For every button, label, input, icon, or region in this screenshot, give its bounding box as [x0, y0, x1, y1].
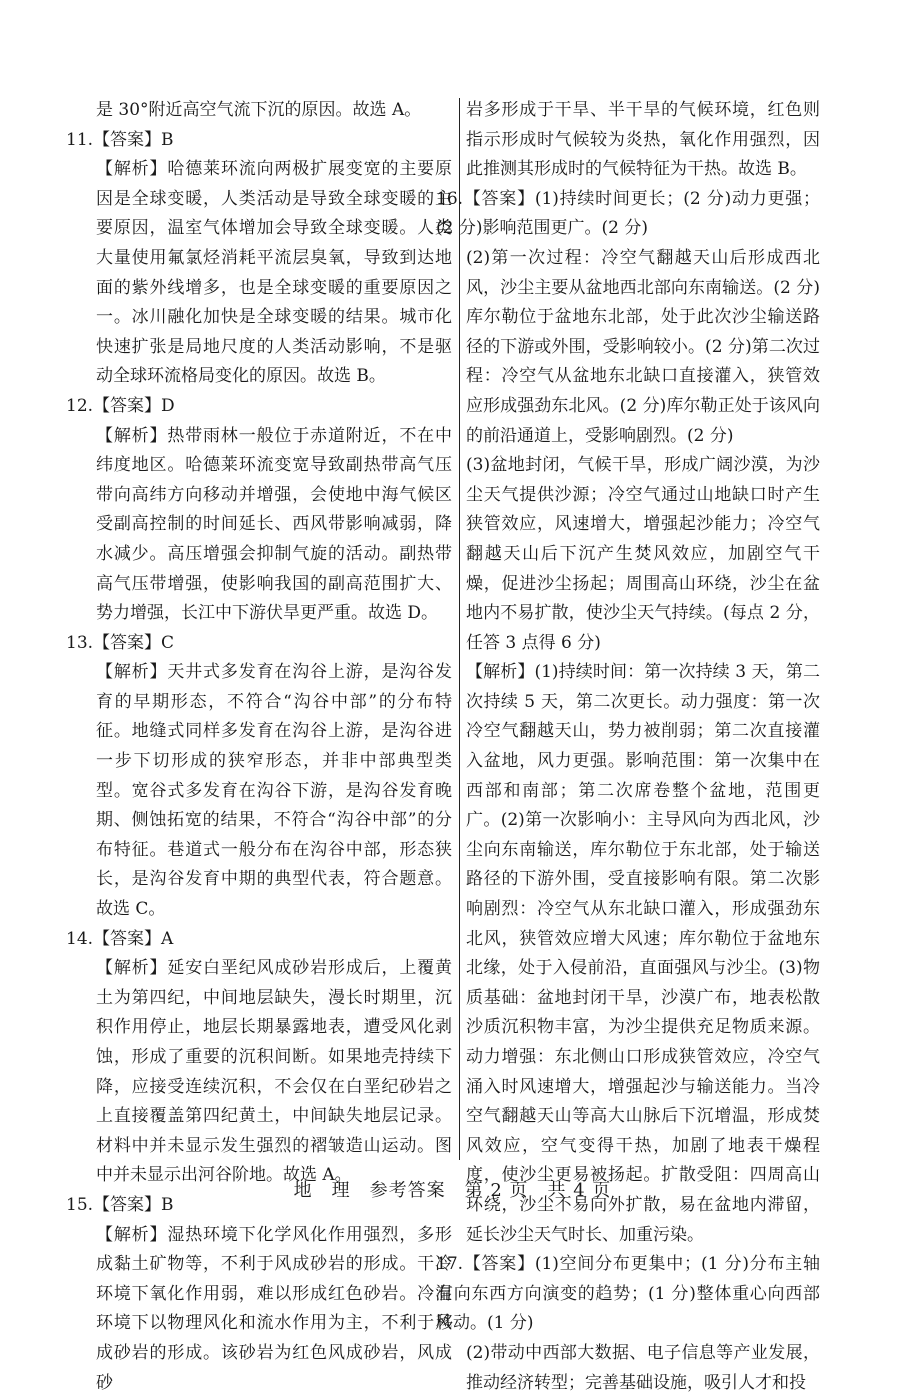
page-footer: 地 理 参考答案 第 2 页 共 4 页: [293, 1180, 612, 1201]
question-12-explanation: 【解析】热带雨林一般位于赤道附近，不在中纬度地区。哈德莱环流变宽导致副热带高气压带向高纬方向移动并增强，会使地中海气候区受副高控制的时间延长、西风带影响减弱，降水减少。高压增强会抑制气旋的活动。副热带高气压带增强，使影响我国的副高范围扩大、势力增强，长江中下游伏旱更严重。故选 D。: [96, 425, 452, 624]
question-11-answer: 11.【答案】B: [66, 129, 174, 150]
question-17-part-2: (2)带动中西部大数据、电子信息等产业发展，推动经济转型；完善基础设施，吸引人才和投: [466, 1342, 820, 1393]
question-16-answer: 16.【答案】(1)持续时间更长；(2 分)动力更强；(2 分)影响范围更广。(2 分): [436, 188, 820, 239]
question-15-answer: 15.【答案】B: [66, 1194, 174, 1215]
question-16-explanation: 【解析】(1)持续时间：第一次持续 3 天，第二次持续 5 天，第二次更长。动力强度：第一次冷空气翻越天山，势力被削弱；第二次直接灌入盆地，风力更强。影响范围：第一次集中在西部和南部；第二次席卷整个盆地，范围更广。(2)第一次影响小：主导风向为西北风，沙尘向东南输送，库尔勒位于东北部，处于输送路径的下游外围，受直接影响有限。第二次影响剧烈：冷空气从东北缺口灌入，形成强劲东北风，狭管效应增大风速；库尔勒位于盆地东北缘，处于入侵前沿，直面强风与沙尘。(3)物质基础：盆地封闭干旱，沙漠广布，地表松散沙质沉积物丰富，为沙尘提供充足物质来源。动力增强：东北侧山口形成狭管效应，冷空气涌入时风速增大，增强起沙与输送能力。当冷空气翻越天山等高大山脉后下沉增温，形成焚风效应，空气变得干热，加剧了地表干燥程度，使沙尘更易被扬起。扩散受阻：四周高山环绕，沙尘不易向外扩散，易在盆地内滞留，延长沙尘天气时长、加重污染。: [466, 662, 820, 1245]
question-13-explanation: 【解析】天井式多发育在沟谷上游，是沟谷发育的早期形态，不符合“沟谷中部”的分布特征。地缝式同样多发育在沟谷上游，是沟谷进一步下切形成的狭窄形态，并非中部典型类型。宽谷式多发育在沟谷下游，是沟谷发育晚期、侧蚀拓宽的结果，不符合“沟谷中部”的分布特征。巷道式一般分布在沟谷中部，形态狭长，是沟谷发育中期的典型代表，符合题意。故选 C。: [96, 662, 452, 920]
question-13-answer: 13.【答案】C: [66, 632, 175, 653]
continuation-text: 是 30°附近高空气流下沉的原因。故选 A。: [96, 100, 422, 120]
question-12-answer: 12.【答案】D: [66, 395, 175, 416]
question-17-answer: 17.【答案】(1)空间分布更集中；(1 分)分布主轴有向东西方向演变的趋势；(1 分)整体重心向西部移动。(1 分): [436, 1254, 820, 1334]
question-14-explanation: 【解析】延安白垩纪风成砂岩形成后，上覆黄土为第四纪，中间地层缺失，漫长时期里，沉积作用停止，地层长期暴露地表，遭受风化剥蚀，形成了重要的沉积间断。如果地壳持续下降，应接受连续沉积，不会仅在白垩纪砂岩之上直接覆盖第四纪黄土，中间缺失地层记录。材料中并未显示发生强烈的褶皱造山运动。图中并未显示出河谷阶地。故选 A。: [96, 958, 452, 1186]
left-column: [66, 96, 452, 1398]
question-11-explanation: 【解析】哈德莱环流向两极扩展变宽的主要原因是全球变暖，人类活动是导致全球变暖的主要原因，温室气体增加会导致全球变暖。人类大量使用氟氯烃消耗平流层臭氧，导致到达地面的紫外线增多，也是全球变暖的重要原因之一。冰川融化加快是全球变暖的结果。城市化快速扩张是局地尺度的人类活动影响，不是驱动全球环流格局变化的原因。故选 B。: [96, 159, 452, 387]
question-16-part-3: (3)盆地封闭，气候干旱，形成广阔沙漠，为沙尘天气提供沙源；冷空气通过山地缺口时产生狭管效应，风速增大，增强起沙能力；冷空气翻越天山后下沉产生焚风效应，加剧空气干燥，促进沙尘扬起；周围高山环绕，沙尘在盆地内不易扩散，使沙尘天气持续。(每点 2 分，任答 3 点得 6 分): [466, 455, 820, 653]
column-divider: [459, 98, 460, 1160]
question-15-explanation: 【解析】湿热环境下化学风化作用强烈，多形成黏土矿物等，不利于风成砂岩的形成。干冷环境下氧化作用弱，难以形成红色砂岩。冷湿环境下以物理风化和流水作用为主，不利于风成砂岩的形成。该砂岩为红色风成砂岩，风成砂: [96, 1224, 452, 1393]
question-14-answer: 14.【答案】A: [66, 928, 174, 949]
continuation-text: 岩多形成于干旱、半干旱的气候环境，红色则指示形成时气候较为炎热，氧化作用强烈，因此推测其形成时的气候特征为干热。故选 B。: [466, 100, 820, 180]
question-16-part-2: (2)第一次过程：冷空气翻越天山后形成西北风，沙尘主要从盆地西北部向东南输送。(2 分)库尔勒位于盆地东北部，处于此次沙尘输送路径的下游或外围，受影响较小。(2 分)第二次过程：冷空气从盆地东北缺口直接灌入，狭管效应形成强劲东北风。(2 分)库尔勒正处于该风向的前沿通道上，受影响剧烈。(2 分): [466, 247, 820, 446]
